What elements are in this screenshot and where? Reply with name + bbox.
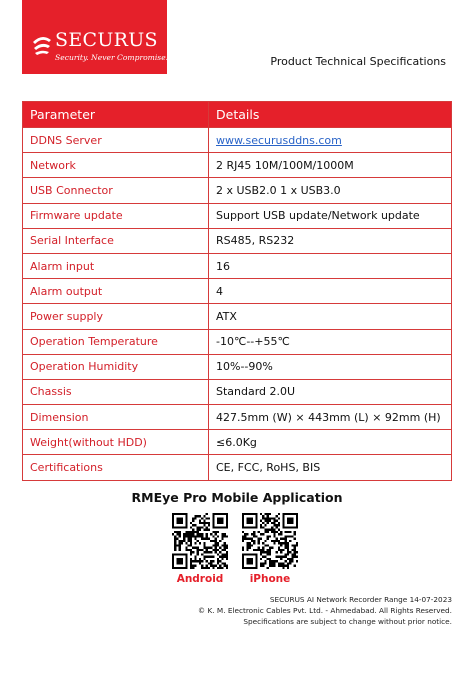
param-cell: Firmware update [23,203,209,228]
table-row [23,304,452,329]
iphone-label: iPhone [249,573,291,585]
param-cell: Alarm input [23,253,209,278]
param-cell: Weight(without HDD) [23,430,209,455]
value-cell: 16 [209,253,452,278]
iphone-qr-code[interactable] [242,513,298,569]
table-header-row [23,102,452,128]
footer-disclaimer: Specifications are subject to change without prior notice. [243,617,452,626]
table-row [23,379,452,404]
table-row [23,430,452,455]
param-cell: Certifications [23,455,209,480]
value-cell: -10℃--+55℃ [209,329,452,354]
brand-name: SECURUS [55,29,158,51]
value-cell: ATX [209,304,452,329]
table-row [23,329,452,354]
table-row [23,178,452,203]
value-cell: 4 [209,279,452,304]
value-cell: CE, FCC, RoHS, BIS [209,455,452,480]
value-cell: 2 RJ45 10M/100M/1000M [209,153,452,178]
document-title: Product Technical Specifications [270,55,446,68]
table-row [23,455,452,480]
param-cell: Operation Temperature [23,329,209,354]
param-cell: Serial Interface [23,228,209,253]
footer-copyright: © K. M. Electronic Cables Pvt. Ltd. - Ahmedabad. All Rights Reserved. [197,606,452,615]
table-row [23,128,452,153]
brand-logo [22,0,181,74]
android-label: Android [176,573,224,585]
table-row [23,354,452,379]
param-cell: Chassis [23,379,209,404]
android-qr-code[interactable] [172,513,228,569]
table-row [23,405,452,430]
param-cell: Dimension [23,405,209,430]
table-row [23,203,452,228]
param-cell: DDNS Server [23,128,209,153]
table-row [23,228,452,253]
value-cell: Support USB update/Network update [209,203,452,228]
ddns-server-link[interactable]: www.securusddns.com [209,128,452,153]
app-section-title: RMEye Pro Mobile Application [131,490,343,505]
registered-mark: ® [174,27,181,35]
table-row [23,279,452,304]
value-cell: 2 x USB2.0 1 x USB3.0 [209,178,452,203]
param-cell: Operation Humidity [23,354,209,379]
value-cell: 10%--90% [209,354,452,379]
spec-table [22,101,452,481]
value-cell: Standard 2.0U [209,379,452,404]
footer-product-line: SECURUS AI Network Recorder Range 14-07-2023 [269,595,452,604]
table-row [23,153,452,178]
value-cell: ≤6.0Kg [209,430,452,455]
param-cell: Alarm output [23,279,209,304]
param-cell: Network [23,153,209,178]
table-row [23,253,452,278]
securus-logo-icon [30,32,54,56]
brand-tagline: Security. Never Compromise! [55,53,169,62]
param-cell: Power supply [23,304,209,329]
column-header-details: Details [209,102,452,128]
param-cell: USB Connector [23,178,209,203]
value-cell: RS485, RS232 [209,228,452,253]
value-cell: 427.5mm (W) × 443mm (L) × 92mm (H) [209,405,452,430]
column-header-parameter: Parameter [23,102,209,128]
